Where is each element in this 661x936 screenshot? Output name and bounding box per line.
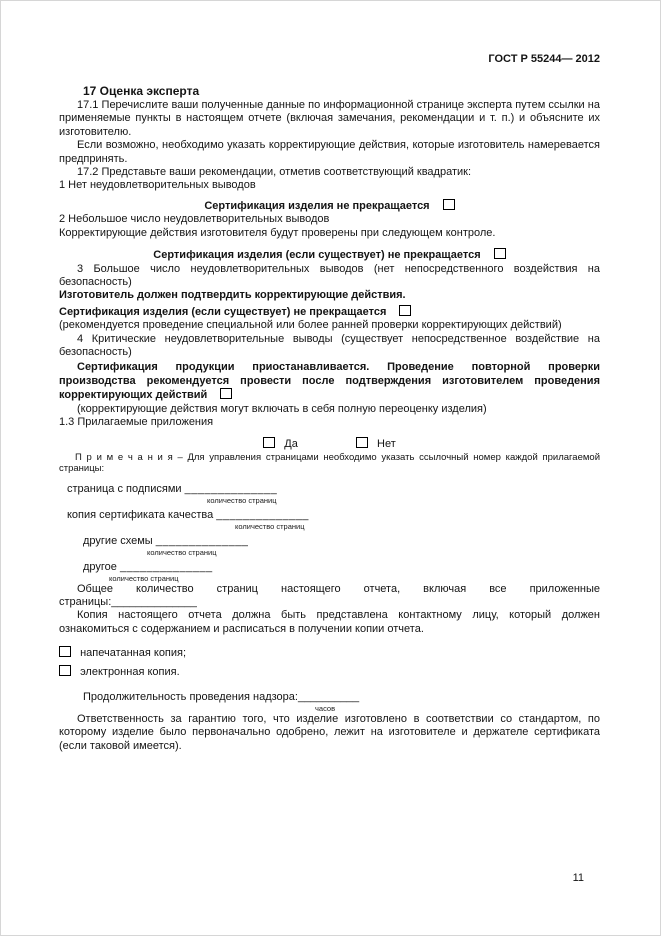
document-number: ГОСТ Р 55244— 2012 xyxy=(488,53,600,65)
option-4-decision xyxy=(59,361,600,402)
duration-caption: часов xyxy=(315,704,336,714)
paragraph-17-1: 17.1 Перечислите ваши полученные данные по информационной странице эксперта путем ссылки на применяемые пункты в настоящем отчете (включая замечания, рекомендации и т. п.) и объясните их изготовителю. xyxy=(59,99,600,138)
option-1-checkbox[interactable] xyxy=(443,199,455,210)
option-4-decision-text: Сертификация продукции приостанавливается. Проведение повторной проверки производства рекомендуется провести после подтверждения изготовителем проведения корректирующих действий xyxy=(59,361,600,402)
attachments-no-checkbox[interactable] xyxy=(356,437,368,448)
form-row-caption: количество страниц xyxy=(207,496,277,506)
attachments-yes-label: Да xyxy=(284,438,298,451)
form-row-label: страница с подписями xyxy=(67,482,182,495)
electronic-copy-row xyxy=(59,665,600,679)
form-row-other-schemes xyxy=(83,535,600,557)
form-row-label: копия сертификата качества xyxy=(67,508,214,521)
option-1-decision-text: Сертификация изделия не прекращается xyxy=(204,199,430,212)
option-3-note: (рекомендуется проведение специальной или более ранней проверки корректирующих действий) xyxy=(59,319,562,332)
duration-row xyxy=(83,691,600,713)
option-4-checkbox[interactable] xyxy=(220,388,232,399)
attachments-note: П р и м е ч а н и я – Для управления страницами необходимо указать ссылочный номер каждой прилагаемой страницы: xyxy=(59,451,600,475)
option-2-decision-text: Сертификация изделия (если существует) не прекращается xyxy=(153,249,481,262)
duration-label: Продолжительность проведения надзора:__________ xyxy=(83,691,360,703)
form-row-quality-certificate xyxy=(67,509,600,531)
total-pages-paragraph: Общее количество страниц настоящего отчета, включая все приложенные страницы:______________ xyxy=(59,582,600,608)
responsibility-paragraph: Ответственность за гарантию того, что изделие изготовлено в соответствии со стандартом, по которому изделие было первоначально одобрено, лежит на изготовителе и держателе сертификата (если таковой имеется). xyxy=(59,712,600,752)
option-4-note: (корректирующие действия могут включать в себя полную переоценку изделия) xyxy=(77,402,487,415)
paragraph-17-2: 17.2 Представьте ваши рекомендации, отметив соответствующий квадратик: xyxy=(77,166,472,179)
attachments-yesno-row xyxy=(59,437,600,451)
form-row-label: другое xyxy=(83,560,117,573)
option-4-label: 4 Критические неудовлетворительные выводы (существует непосредственное воздействие на безопасность) xyxy=(59,332,600,358)
form-row-caption: количество страниц xyxy=(235,522,305,532)
printed-copy-checkbox[interactable] xyxy=(59,646,71,657)
form-row-signed-page xyxy=(67,483,600,505)
option-3-label: 3 Большое число неудовлетворительных выводов (нет непосредственного воздействия на безопасность) xyxy=(59,262,600,288)
electronic-copy-label: электронная копия. xyxy=(80,665,180,678)
option-2-checkbox[interactable] xyxy=(494,248,506,259)
form-row-blank-field: ______________ xyxy=(184,482,278,495)
printed-copy-label: напечатанная копия; xyxy=(80,647,187,660)
option-3-checkbox[interactable] xyxy=(399,305,411,316)
form-row-blank-field: ______________ xyxy=(216,508,309,521)
attachments-no-label: Нет xyxy=(377,438,396,451)
option-3-requirement: Изготовитель должен подтвердить корректирующие действия. xyxy=(59,289,406,302)
option-3-decision-text: Сертификация изделия (если существует) не прекращается xyxy=(59,305,387,318)
electronic-copy-checkbox[interactable] xyxy=(59,665,71,676)
option-1-label: 1 Нет неудовлетворительных выводов xyxy=(59,179,256,192)
option-2-label: 2 Небольшое число неудовлетворительных выводов xyxy=(59,213,330,226)
copy-note-paragraph: Копия настоящего отчета должна быть представлена контактному лицу, который должен ознакомиться с содержанием и расписаться в получении копии отчета. xyxy=(59,609,600,635)
form-row-blank-field: ______________ xyxy=(155,534,249,547)
form-row-caption: количество страниц xyxy=(109,574,179,584)
printed-copy-row xyxy=(59,646,600,660)
form-row-label: другие схемы xyxy=(83,534,153,547)
option-1-decision xyxy=(59,199,600,213)
form-row-caption: количество страниц xyxy=(147,548,217,558)
form-row-other xyxy=(83,561,600,583)
form-row-blank-field: ______________ xyxy=(119,560,213,573)
page-number: 11 xyxy=(572,871,584,884)
paragraph-corrective-actions: Если возможно, необходимо указать корректирующие действия, которые изготовитель намеревается предпринять. xyxy=(59,139,600,165)
option-3-decision xyxy=(59,305,600,319)
attachments-yes-checkbox[interactable] xyxy=(263,437,275,448)
attachments-heading: 1.3 Прилагаемые приложения xyxy=(59,415,214,428)
option-2-decision xyxy=(59,248,600,262)
section-title: 17 Оценка эксперта xyxy=(83,84,200,99)
option-2-note: Корректирующие действия изготовителя будут проверены при следующем контроле. xyxy=(59,226,496,239)
